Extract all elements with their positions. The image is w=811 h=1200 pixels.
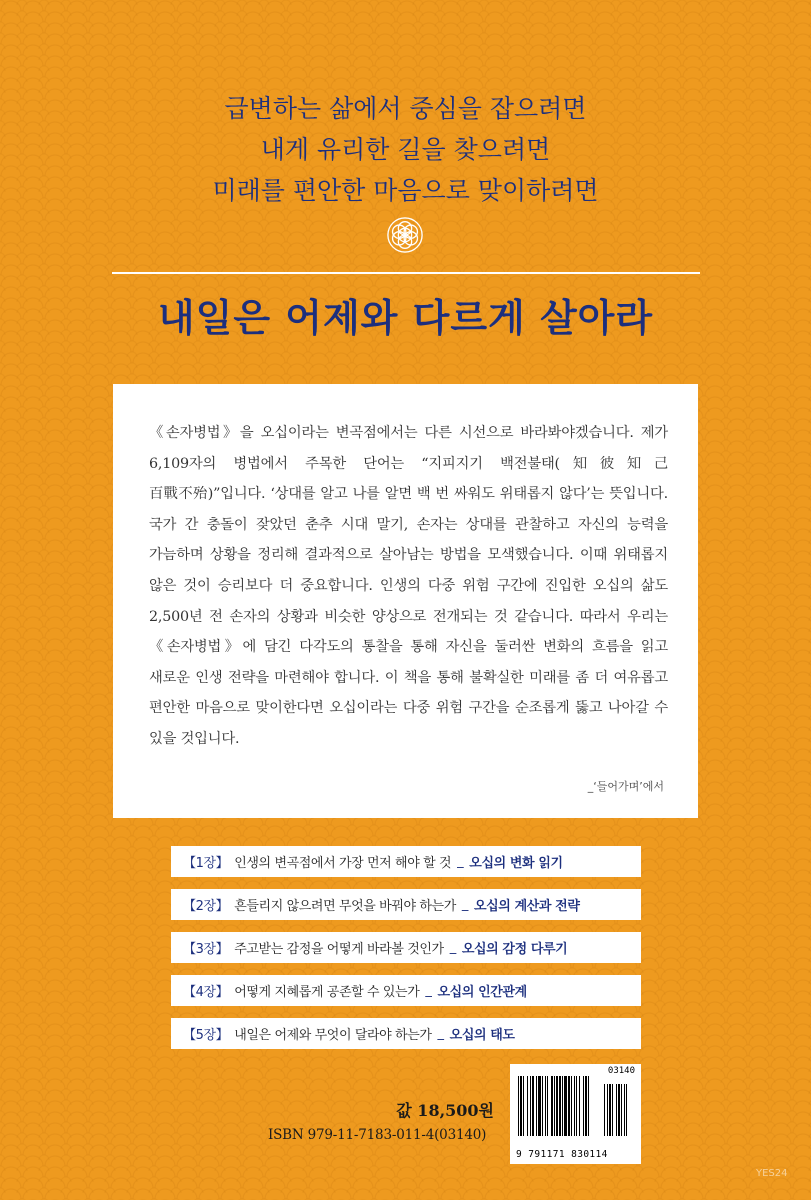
barcode-digits: 9 791171 830114	[516, 1149, 608, 1160]
isbn-label: ISBN 979-11-7183-011-4(03140)	[268, 1127, 487, 1143]
barcode-bar	[520, 1076, 522, 1136]
intro-text	[0, 88, 811, 211]
intro-line: 미래를 편안한 마음으로 맞이하려면	[212, 176, 599, 205]
chapter-number: 【4장】	[183, 985, 229, 1000]
flower-of-life-icon	[386, 216, 424, 254]
quote-text: 《손자병법》을 오십이라는 변곡점에서는 다른 시선으로 바라봐야겠습니다. 제가 6,109자의 병법에서 주목한 단어는 “지피지기 백전불태(知彼知己 百戰不殆)”입니다. ‘상대를 알고 나를 알면 백 번 싸워도 위태롭지 않다’는 뜻입니다. 국가 간 충돌이 잦았던 춘추 시대 말기, 손자는 상대를 관찰하고 자신의 능력을 가늠하며 상황을 정리해 결과적으로 살아남는 방법을 모색했습니다. 이때 위태롭지 않은 것이 승리보다 더 중요합니다. 인생의 다중 위험 구간에 진입한 오십의 삶도 2,500년 전 손자의 상황과 비슷한 양상으로 전개되는 것 같습니다. 따라서 우리는 《손자병법》에 담긴 다각도의 통찰을 통해 자신을 둘러싼 변화의 흐름을 읽고 새로운 인생 전략을 마련해야 합니다. 이 책을 통해 불확실한 미래를 좀 더 여유롭고 편안한 마음으로 맞이한다면 오십이라는 다중 위험 구간을 순조롭게 뚫고 나아갈 수 있을 것입니다.	[149, 425, 668, 747]
barcode-addon-bar	[612, 1084, 613, 1136]
chapter-title: 흔들리지 않으려면 무엇을 바꿔야 하는가	[234, 899, 456, 914]
chapter-subtitle: 오십의 태도	[449, 1028, 515, 1043]
chapter-subtitle: 오십의 변화 읽기	[469, 856, 563, 871]
headline: 내일은 어제와 다르게 살아라	[157, 296, 654, 340]
chapter-separator: _	[425, 983, 432, 998]
barcode	[510, 1064, 641, 1164]
barcode-addon-bar	[616, 1084, 617, 1136]
chapter-title: 어떻게 지혜롭게 공존할 수 있는가	[234, 985, 420, 1000]
barcode-bar	[518, 1076, 519, 1136]
chapter-item	[171, 1018, 641, 1049]
barcode-addon-bar	[609, 1084, 611, 1136]
intro-line: 내게 유리한 길을 찾으려면	[260, 135, 551, 164]
barcode-bar	[542, 1076, 543, 1136]
barcode-bar	[562, 1076, 563, 1136]
barcode-bar	[545, 1076, 546, 1136]
chapter-subtitle: 오십의 계산과 전략	[473, 899, 580, 914]
barcode-addon-bar	[604, 1084, 605, 1136]
barcode-bar	[523, 1076, 524, 1136]
intro-line: 급변하는 삶에서 중심을 잡으려면	[224, 94, 587, 123]
barcode-bars	[516, 1070, 635, 1148]
chapter-title: 내일은 어제와 무엇이 달라야 하는가	[234, 1028, 432, 1043]
barcode-bar	[583, 1076, 584, 1136]
barcode-addon-bar	[621, 1084, 622, 1136]
quote-box	[113, 384, 698, 818]
barcode-bar	[574, 1076, 575, 1136]
chapter-item	[171, 846, 641, 877]
chapter-separator: _	[457, 854, 464, 869]
barcode-addon-bar	[626, 1084, 627, 1136]
barcode-bar	[527, 1076, 528, 1136]
barcode-addon-bar	[607, 1084, 608, 1136]
chapter-item	[171, 932, 641, 963]
barcode-bar	[585, 1076, 587, 1136]
chapter-item	[171, 889, 641, 920]
barcode-bar	[554, 1076, 555, 1136]
chapter-number: 【2장】	[183, 899, 229, 914]
chapter-subtitle: 오십의 감정 다루기	[461, 942, 568, 957]
barcode-bar	[538, 1076, 541, 1136]
barcode-bar	[551, 1076, 553, 1136]
barcode-bar	[579, 1076, 580, 1136]
chapter-number: 【3장】	[183, 942, 229, 957]
price-label: 값 18,500원	[396, 1101, 494, 1120]
chapter-title: 주고받는 감정을 어떻게 바라볼 것인가	[234, 942, 444, 957]
chapter-separator: _	[461, 897, 468, 912]
chapter-subtitle: 오십의 인간관계	[437, 985, 527, 1000]
barcode-bar	[530, 1076, 531, 1136]
chapter-list	[171, 846, 641, 1061]
barcode-addon: 03140	[607, 1066, 635, 1076]
barcode-bar	[576, 1076, 577, 1136]
barcode-bar	[564, 1076, 567, 1136]
chapter-separator: _	[449, 940, 456, 955]
chapter-title: 인생의 변곡점에서 가장 먼저 해야 할 것	[234, 856, 452, 871]
barcode-bar	[568, 1076, 570, 1136]
barcode-bar	[571, 1076, 572, 1136]
barcode-addon-bar	[624, 1084, 625, 1136]
barcode-bar	[588, 1076, 589, 1136]
barcode-bar	[536, 1076, 537, 1136]
barcode-bar	[547, 1076, 548, 1136]
divider-rule	[112, 272, 700, 274]
chapter-separator: _	[437, 1026, 444, 1041]
watermark-stamp: YES24	[756, 1168, 788, 1179]
barcode-addon-bar	[618, 1084, 620, 1136]
barcode-bar	[532, 1076, 534, 1136]
barcode-bar	[559, 1076, 561, 1136]
chapter-number: 【5장】	[183, 1028, 229, 1043]
chapter-number: 【1장】	[183, 856, 229, 871]
quote-source: _‘들어가며’에서	[587, 780, 664, 793]
chapter-item	[171, 975, 641, 1006]
barcode-bar	[556, 1076, 558, 1136]
